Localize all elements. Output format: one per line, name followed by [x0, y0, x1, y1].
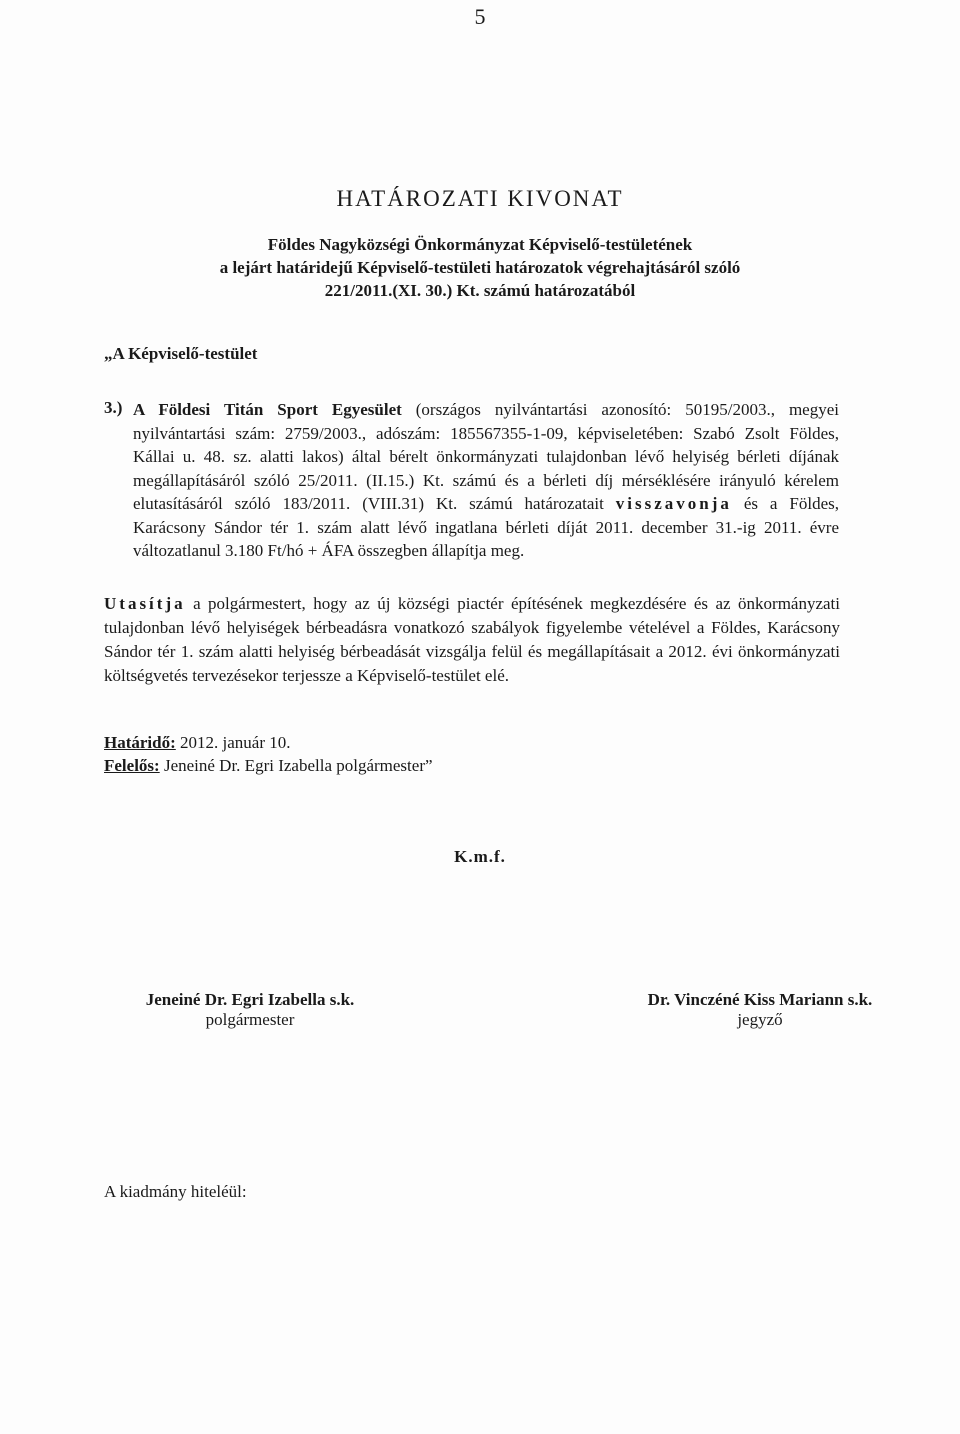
- signature-mayor: [100, 990, 400, 1030]
- subtitle-line-2: a lejárt határidejű Képviselő-testületi határozatok végrehajtásáról szóló: [219, 258, 741, 277]
- signature-role: jegyző: [737, 1010, 783, 1029]
- instruction-text: a polgármestert, hogy az új községi piactér építésének megkezdésére és az önkormányzati tulajdonban lévő helyiségek bérbeadásra vonatkozó szabályok figyelembe vételével a Földes, Karácsony Sándor tér 1. szám alatti helyiség bérbeadását vizsgálja felül és megállapításait a 2012. évi önkormányzati költségvetés tervezésekor terjessze a Képviselő-testület elé.: [104, 594, 841, 685]
- signature-role: polgármester: [205, 1010, 295, 1029]
- instruction-paragraph: [104, 592, 840, 688]
- responsible-value: Jeneiné Dr. Egri Izabella polgármester”: [163, 756, 433, 775]
- signature-name: Dr. Vinczéné Kiss Mariann s.k.: [647, 990, 873, 1009]
- signature-notary: [610, 990, 910, 1030]
- item-text-part-1: (országos nyilvántartási azonosító: 50195/2003., megyei nyilvántartási szám: 2759/2003., adószám: 185567355-1-09, képviseletében: Szabó Zsolt Földes, Kállai u. 48. sz. alatti lakos) által bérelt önkormányzati tulajdonban lévő helyiség bérleti díjának megállapításáról szóló 25/2011. (II.15.) Kt. számú és a bérleti díj mérséklésére irányuló kérelem elutasításáról szóló 183/2011. (VIII.31) Kt. számú határozatait: [133, 400, 839, 513]
- responsible: [104, 756, 433, 776]
- page-number: 5: [474, 4, 486, 29]
- instructs-keyword: Utasítja: [104, 594, 186, 613]
- deadline: [104, 733, 291, 753]
- document-title: HATÁROZATI KIVONAT: [336, 186, 624, 211]
- responsible-label: Felelős:: [104, 756, 160, 775]
- item-number: 3.): [104, 398, 123, 417]
- subtitle-line-3: 221/2011.(XI. 30.) Kt. számú határozatából: [324, 281, 636, 300]
- certification-label: A kiadmány hiteléül:: [104, 1182, 247, 1201]
- deadline-value: 2012. január 10.: [180, 733, 291, 752]
- resolution-item-3: [133, 398, 839, 563]
- revokes-keyword: visszavonja: [615, 494, 732, 513]
- resolution-intro: „A Képviselő-testület: [104, 344, 258, 363]
- item-text-part-2: és a Földes, Karácsony Sándor tér 1. szám alatt lévő ingatlana bérleti díját 2011. december 31.-ig 2011. évre változatlanul 3.180 Ft/hó + ÁFA összegben állapítja meg.: [133, 494, 839, 560]
- signature-name: Jeneiné Dr. Egri Izabella s.k.: [145, 990, 355, 1009]
- subtitle-line-1: Földes Nagyközségi Önkormányzat Képviselő-testületének: [267, 235, 693, 254]
- association-name: A Földesi Titán Sport Egyesület: [133, 400, 402, 419]
- deadline-label: Határidő:: [104, 733, 176, 752]
- kmf-label: K.m.f.: [454, 847, 506, 866]
